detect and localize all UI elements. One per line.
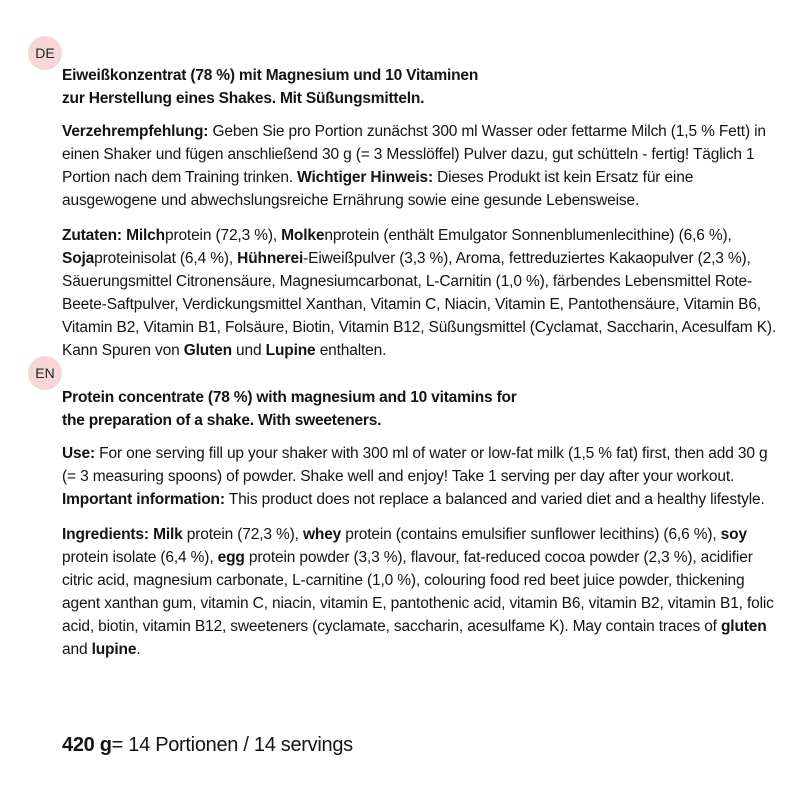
net-weight: 420 g [62, 734, 112, 756]
allergen-whey: Molke [281, 227, 325, 244]
allergen-lupine: Lupine [265, 342, 316, 359]
ingredients-text: -Eiweißpulver (3,3 %), Aroma, fettreduziertes Kakaopulver (2,3 %), Säuerungsmittel Citronensäure, Magnesiumcarbonat, L-Carnitin (1,0 %), färbendes Lebensmittel Rote-Beete-Saftpulver, Verdickungsmittel Xanthan, Vitamin C, Niacin, Vitamin E, Pantothensäure, Vitamin B6, Vitamin B2, Vitamin B1, Folsäure, Biotin, Vitamin B12, Süßungsmittel (Cyclamat, Saccharin, Acesulfam K). Kann Spuren von [62, 250, 777, 359]
allergen-egg: egg [217, 549, 245, 566]
language-badge-de: DE [28, 36, 62, 70]
ingredients-paragraph-en [62, 523, 782, 661]
ingredients-text: proteinisolat (6,4 %), [94, 250, 238, 267]
ingredients-text: nprotein (enthält Emulgator Sonnenblumenlecithine) (6,6 %), [324, 227, 732, 244]
usage-text: Geben Sie pro Portion zunächst 300 ml Wasser oder fettarme Milch (1,5 % Fett) in einen Shaker und fügen anschließend 30 g (= 3 Messlöffel) Pulver dazu, gut schütteln - fertig! Täglich 1 Portion nach dem Training trinken. [62, 123, 766, 186]
ingredients-text: . [136, 641, 141, 658]
allergen-soy: soy [720, 526, 747, 543]
important-label: Wichtiger Hinweis: [297, 169, 433, 186]
net-weight-footer [62, 734, 353, 757]
title-line-1: Protein concentrate (78 %) with magnesium and 10 vitamins for [62, 389, 517, 406]
important-text: Dieses Produkt ist kein Ersatz für eine ausgewogene und abwechslungsreiche Ernährung sowie eine gesunde Lebensweise. [62, 169, 694, 209]
important-text: This product does not replace a balanced and varied diet and a healthy lifestyle. [224, 491, 765, 508]
allergen-whey: whey [302, 526, 342, 543]
usage-label: Verzehrempfehlung: [62, 123, 209, 140]
section-english [62, 386, 782, 673]
ingredients-label: Ingredients: [62, 526, 149, 543]
ingredients-text: protein (contains emulsifier sunflower lecithins) (6,6 %), [341, 526, 721, 543]
usage-paragraph-de [62, 120, 782, 212]
important-label: Important information: [62, 491, 225, 508]
title-line-1: Eiweißkonzentrat (78 %) mit Magnesium und 10 Vitaminen [62, 67, 479, 84]
usage-text: For one serving fill up your shaker with 300 ml of water or low-fat milk (1,5 % fat) first, then add 30 g (= 3 measuring spoons) of powder. Shake well and enjoy! Take 1 serving per day after your workout. [62, 445, 768, 485]
ingredients-text: protein powder (3,3 %), flavour, fat-reduced cocoa powder (2,3 %), acidifier citric acid, magnesium carbonate, L-carnitine (1,0 %), colouring food red beet juice powder, thickening agent xanthan gum, vitamin C, niacin, vitamin E, pantothenic acid, vitamin B6, vitamin B2, vitamin B1, folic acid, biotin, vitamin B12, sweeteners (cyclamate, saccharin, acesulfame K). May contain traces of [62, 549, 774, 635]
usage-paragraph-en [62, 442, 782, 511]
allergen-milk: Milch [121, 227, 165, 244]
language-badge-en: EN [28, 356, 62, 390]
servings-text: = 14 Portionen / 14 servings [111, 734, 353, 756]
ingredients-text: und [231, 342, 266, 359]
allergen-gluten: gluten [720, 618, 767, 635]
allergen-gluten: Gluten [183, 342, 232, 359]
ingredients-label: Zutaten: [62, 227, 122, 244]
ingredients-paragraph-de [62, 224, 782, 362]
ingredients-text: enthalten. [315, 342, 387, 359]
section-german [62, 64, 782, 374]
allergen-milk: Milk [148, 526, 183, 543]
allergen-egg: Hühnerei [237, 250, 304, 267]
usage-label: Use: [62, 445, 95, 462]
allergen-soy: Soja [62, 250, 95, 267]
title-line-2: zur Herstellung eines Shakes. Mit Süßungsmitteln. [62, 90, 425, 107]
ingredients-text: protein isolate (6,4 %), [62, 549, 218, 566]
title-line-2: the preparation of a shake. With sweeteners. [62, 412, 382, 429]
ingredients-text: and [62, 641, 92, 658]
allergen-lupine: lupine [91, 641, 137, 658]
ingredients-text: protein (72,3 %), [182, 526, 303, 543]
ingredients-text: protein (72,3 %), [164, 227, 282, 244]
product-title-en [62, 386, 782, 432]
product-title-de [62, 64, 782, 110]
